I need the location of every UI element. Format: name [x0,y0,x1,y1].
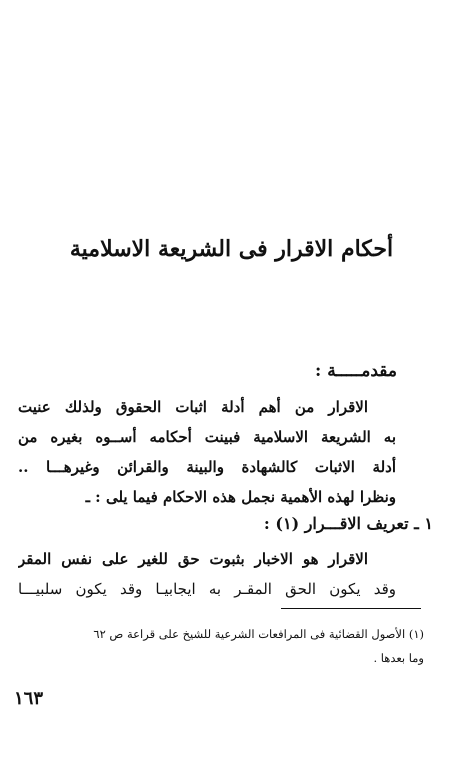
footnote-line: وما بعدها . [373,651,424,665]
intro-line: ونظرا لهذه الأهمية نجمل هذه الاحكام فيما يلى : ـ [85,488,396,506]
section-heading: ١ ـ تعريف الاقـــرار (١) : [263,514,433,533]
page-title: أحكام الاقرار فى الشريعة الاسلامية [69,236,394,262]
intro-line: به الشريعة الاسلامية فبينت أحكامه أســوه بغيره من [18,428,396,446]
footnote [14,622,424,670]
intro-line: أدلة الاثبات كالشهادة والبينة والقرائن وغيرهـــا .. [18,458,396,476]
section-line: الاقرار هو الاخبار بثبوت حق للغير على نفس المقر [18,550,368,568]
page-number: ١٦٣ [14,688,44,709]
intro-line: الاقرار من أهم أدلة اثبات الحقوق ولذلك عنيت [18,398,368,416]
section-paragraph [18,544,396,604]
intro-heading: مقدمـــــة : [315,361,397,381]
footnote-line: (١) الأصول القضائية فى المرافعات الشرعية للشيخ على قراعة ص ٦٢ [93,627,424,641]
intro-paragraph [18,392,396,512]
section-line: وقد يكون الحق المقـر به ايجابيـا وقد يكون سلبيـــا [18,580,396,598]
footnote-divider [281,608,421,609]
